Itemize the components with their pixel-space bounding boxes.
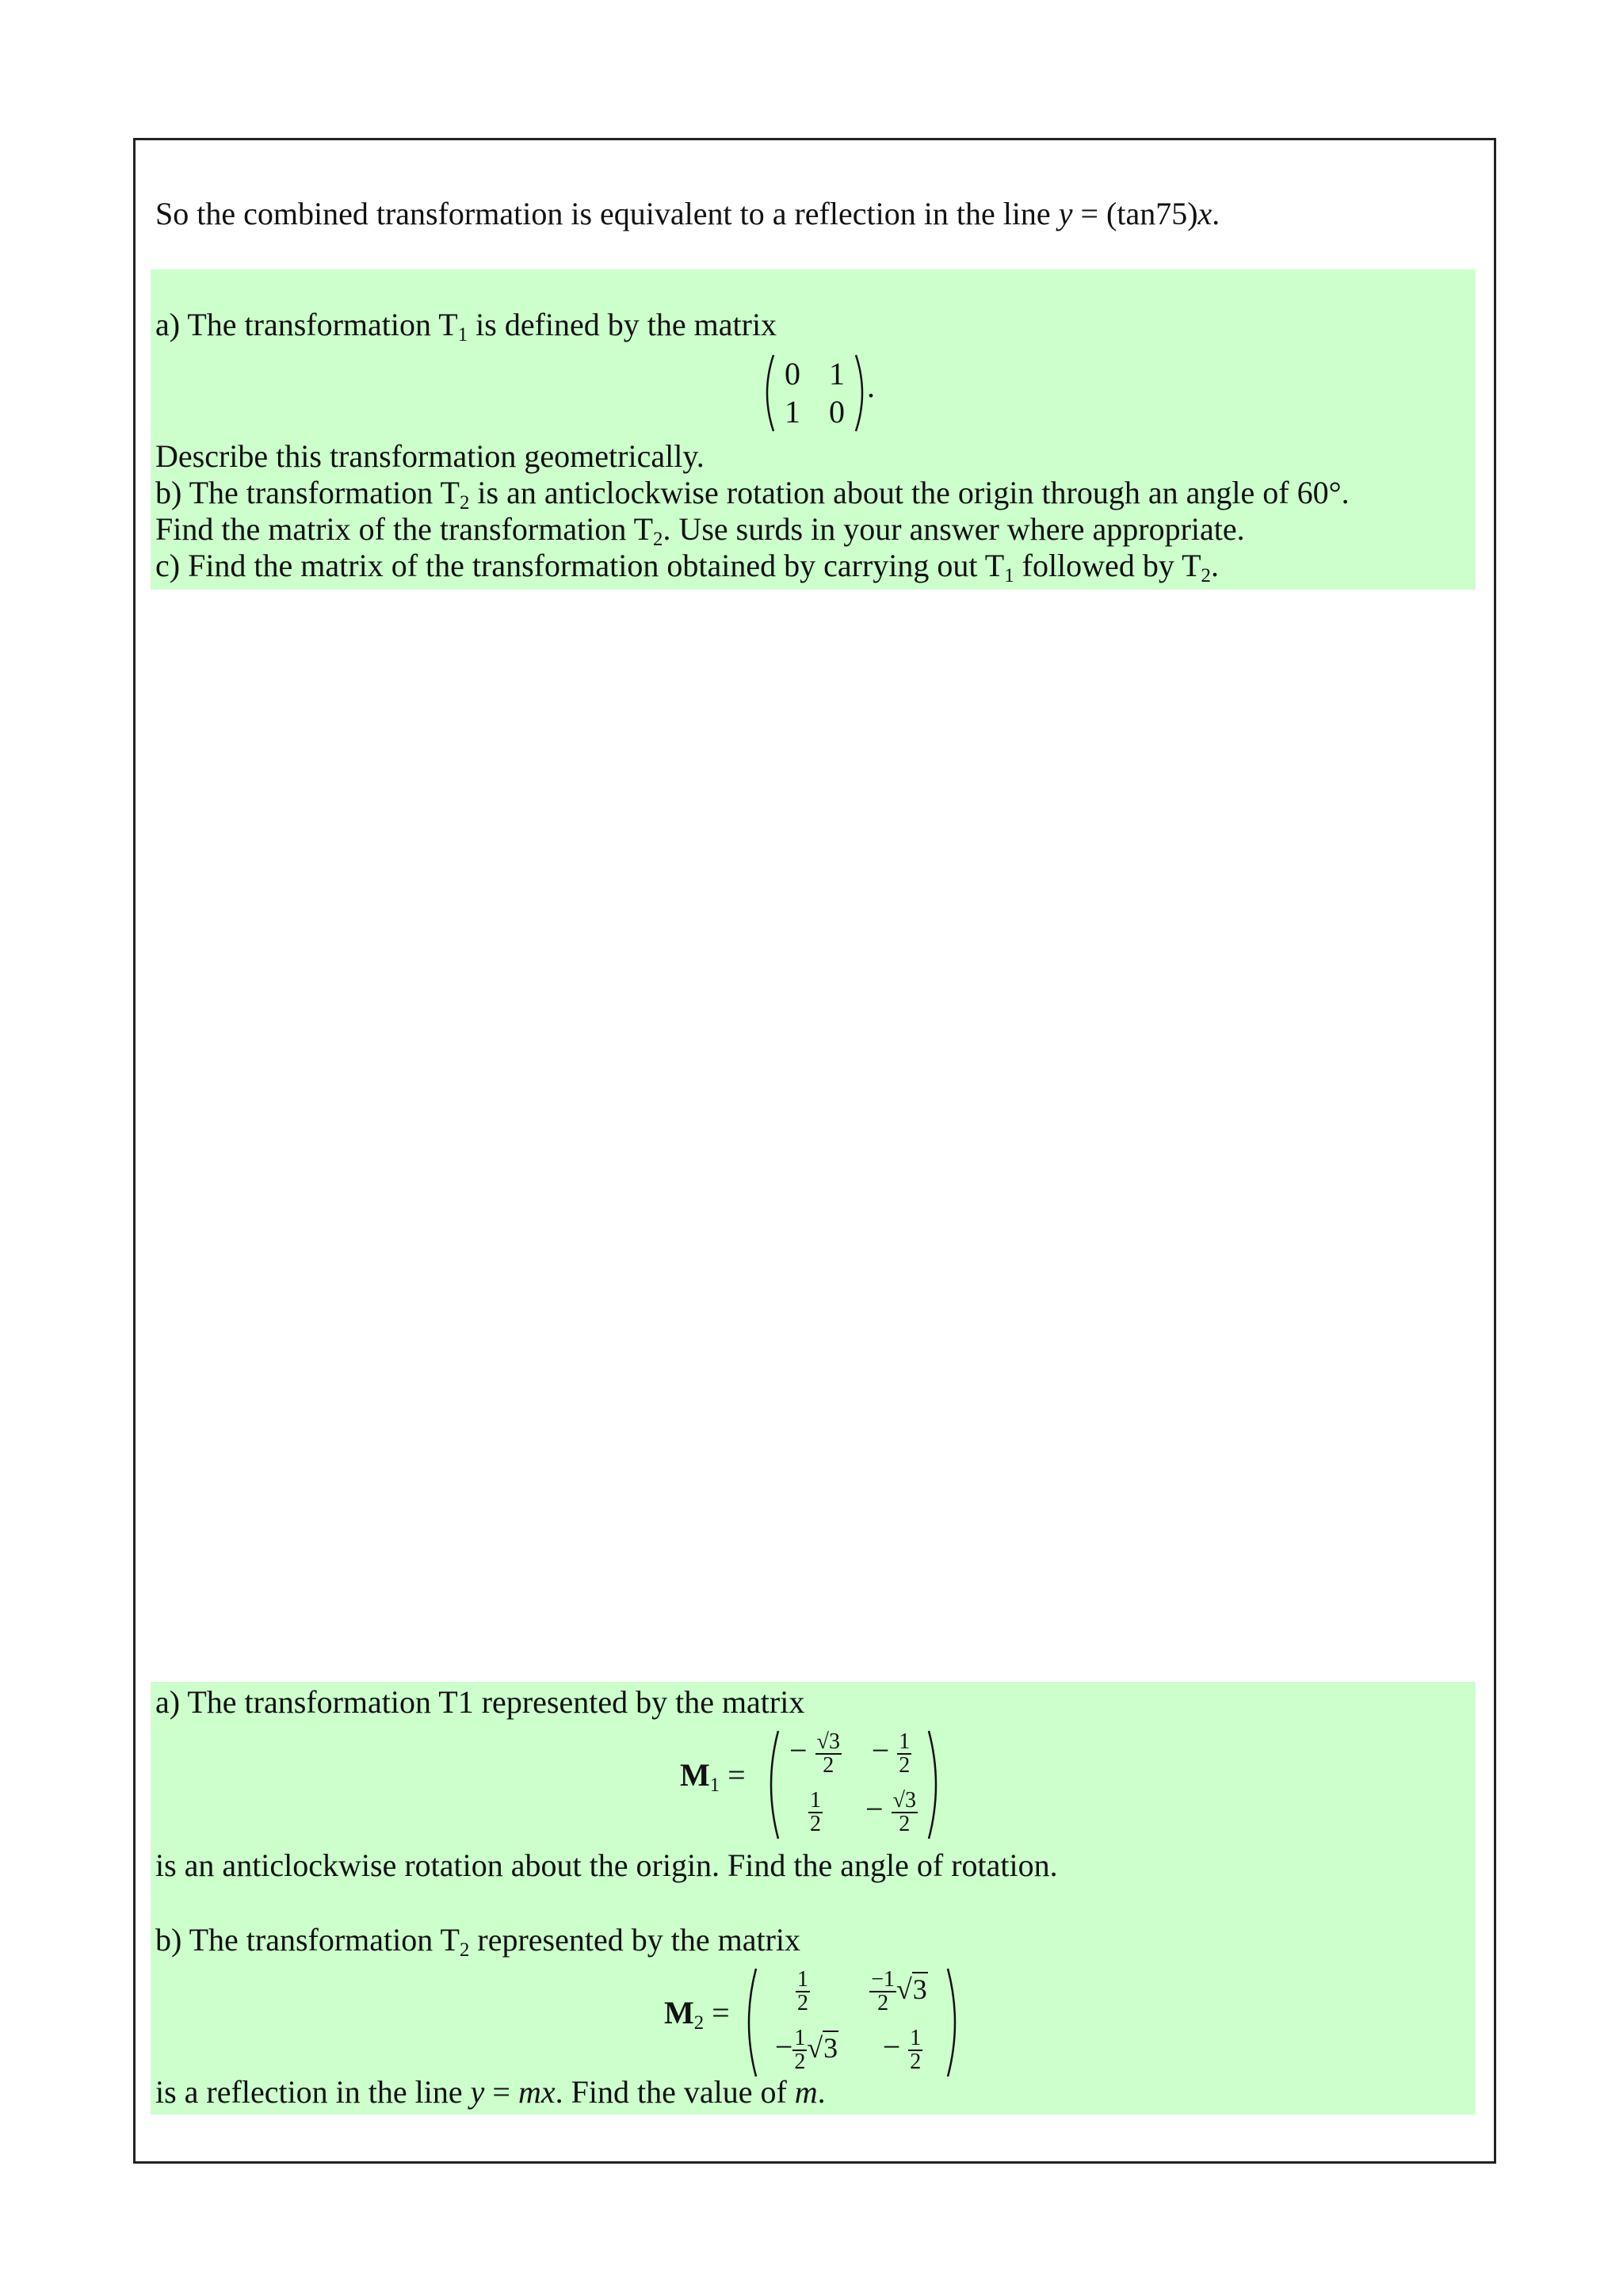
m2-r2c1 <box>759 2027 854 2073</box>
m2-r2c2 <box>859 2027 946 2073</box>
q2-b-eq: = <box>484 2074 518 2110</box>
m1-r1c2-num: 1 <box>899 1729 911 1754</box>
q2-b-pre: b) The transformation T <box>155 1922 460 1958</box>
m1-r1c1-rad: 3 <box>828 1729 840 1754</box>
m1-r2c2 <box>856 1790 927 1836</box>
m2-matrix <box>740 1966 964 2080</box>
m1-r2c2-num: √3 <box>892 1788 916 1813</box>
q2-b-after <box>155 2073 826 2111</box>
q1-m-r1c1: 0 <box>785 356 800 392</box>
q1-describe: Describe this transformation geometrically. <box>155 438 705 474</box>
m2-r1c2-num: −1 <box>871 1967 896 1992</box>
m2-r1c2-den: 2 <box>877 1991 889 2015</box>
m2-r2c1-rad: 3 <box>823 2032 838 2065</box>
m1-r2c2-frac <box>892 1790 918 1836</box>
m2-r2c1-frac <box>792 2027 807 2073</box>
m2-eq: = <box>712 1995 730 2030</box>
q1-b2-pre: Find the matrix of the transformation T <box>155 511 654 547</box>
m2-r2c2-frac <box>908 2027 922 2073</box>
intro-text: So the combined transformation is equivalent to a reflection in the line <box>155 196 1051 231</box>
m1-r1c2-minus: − <box>871 1733 890 1769</box>
m1-r2c2-den: 2 <box>899 1812 911 1836</box>
q2-b-after-pre: is a reflection in the line <box>155 2074 471 2110</box>
q1-c-sub2: 2 <box>1201 564 1211 586</box>
q1-a-pre: a) The transformation T <box>155 307 458 342</box>
m2-r1c2-rad: 3 <box>912 1973 927 2006</box>
m2-r1c1-den: 2 <box>797 1991 808 2015</box>
m2-label <box>664 1995 751 2034</box>
q1-b-pre: b) The transformation T <box>155 475 460 510</box>
m2-r1c2 <box>851 1969 946 2015</box>
m1-r1c1-den: 2 <box>823 1753 834 1778</box>
m2-r1c2-sqrt: √3 <box>896 1973 927 2006</box>
m2-r2c1-sqrt: √3 <box>807 2032 838 2065</box>
q1-part-a <box>155 306 777 344</box>
q2-part-a: a) The transformation T1 represented by the matrix <box>155 1684 805 1720</box>
q1-b-sub: 2 <box>459 491 470 514</box>
m1-sub: 1 <box>709 1774 720 1796</box>
m1-r1c1-num: √3 <box>816 1729 840 1754</box>
m1-r1c2 <box>856 1731 927 1777</box>
q2-var-y: y <box>470 2074 485 2110</box>
m2-letter: M <box>664 1995 694 2030</box>
m1-label <box>680 1757 767 1796</box>
q2-b-after-mid: . Find the value of <box>555 2074 795 2110</box>
matrix-brackets <box>759 352 870 434</box>
m2-r1c1-frac <box>796 1969 810 2015</box>
m2-r2c1-den: 2 <box>794 2050 806 2074</box>
q2-var-m: m <box>794 2074 818 2110</box>
m2-sub: 2 <box>693 2011 705 2034</box>
q1-c-sub1: 1 <box>1004 564 1014 586</box>
q1-part-b <box>155 474 1350 512</box>
q2-b-after-end: . <box>817 2074 826 2110</box>
var-y: y <box>1058 196 1073 231</box>
m1-r1c1-minus: − <box>789 1733 808 1769</box>
m2-r2c2-minus: − <box>882 2029 901 2065</box>
q2-var-mx: mx <box>517 2074 556 2110</box>
m2-r2c2-num: 1 <box>910 2026 922 2050</box>
q1-c-pre: c) Find the matrix of the transformation obtained by carrying out T <box>155 548 1005 583</box>
q1-a-post: is defined by the matrix <box>468 307 777 342</box>
m1-r2c2-minus: − <box>865 1791 884 1828</box>
m1-letter: M <box>680 1757 710 1793</box>
q1-a-sub: 1 <box>457 323 468 346</box>
question-2-box <box>151 1682 1476 2115</box>
intro-eq: = (tan75) <box>1072 196 1198 231</box>
m1-eq: = <box>727 1757 746 1793</box>
q1-b2-post: . Use surds in your answer where appropriate. <box>663 511 1245 547</box>
m2-r2c1-minus: − <box>774 2029 793 2065</box>
q1-c-mid: followed by T <box>1014 548 1201 583</box>
q2-a-after: is an anticlockwise rotation about the origin. Find the angle of rotation. <box>155 1847 1058 1883</box>
q1-matrix <box>759 352 875 434</box>
m2-r2c2-den: 2 <box>910 2050 922 2074</box>
q1-m-r1c2: 1 <box>829 356 845 392</box>
m1-r2c1-den: 2 <box>810 1812 821 1836</box>
q2-part-b <box>155 1921 800 1959</box>
q1-b-post: is an anticlockwise rotation about the origin through an angle of 60°. <box>469 475 1350 510</box>
m2-r1c1-num: 1 <box>797 1967 808 1992</box>
q2-b-post: represented by the matrix <box>469 1922 801 1958</box>
q1-part-c <box>155 547 1219 585</box>
question-1-box <box>151 269 1476 590</box>
m2-r2c1-num: 1 <box>794 2026 806 2050</box>
m1-r2c1-frac <box>808 1790 823 1836</box>
q1-m-r2c2: 0 <box>829 394 845 430</box>
m2-r1c1 <box>759 1969 846 2015</box>
q1-b2-sub: 2 <box>653 528 663 550</box>
var-x: x <box>1197 196 1212 231</box>
q1-m-r2c1: 1 <box>785 394 800 430</box>
intro-sentence <box>155 195 1220 233</box>
m1-matrix <box>762 1728 945 1842</box>
q1-m-end: . <box>867 369 875 404</box>
q1-part-b2 <box>155 510 1245 548</box>
m1-r1c2-den: 2 <box>899 1753 911 1778</box>
q1-c-end: . <box>1210 548 1219 583</box>
intro-end: . <box>1212 196 1220 231</box>
m1-r1c2-frac <box>897 1731 911 1777</box>
m1-r1c1 <box>780 1731 851 1777</box>
q2-b-sub: 2 <box>459 1939 470 1961</box>
m2-r1c2-frac <box>869 1969 896 2015</box>
m1-r2c1-num: 1 <box>810 1788 821 1813</box>
m1-r2c1 <box>780 1790 851 1836</box>
m1-r1c1-frac <box>815 1731 842 1777</box>
m1-r2c2-rad: 3 <box>904 1788 916 1813</box>
